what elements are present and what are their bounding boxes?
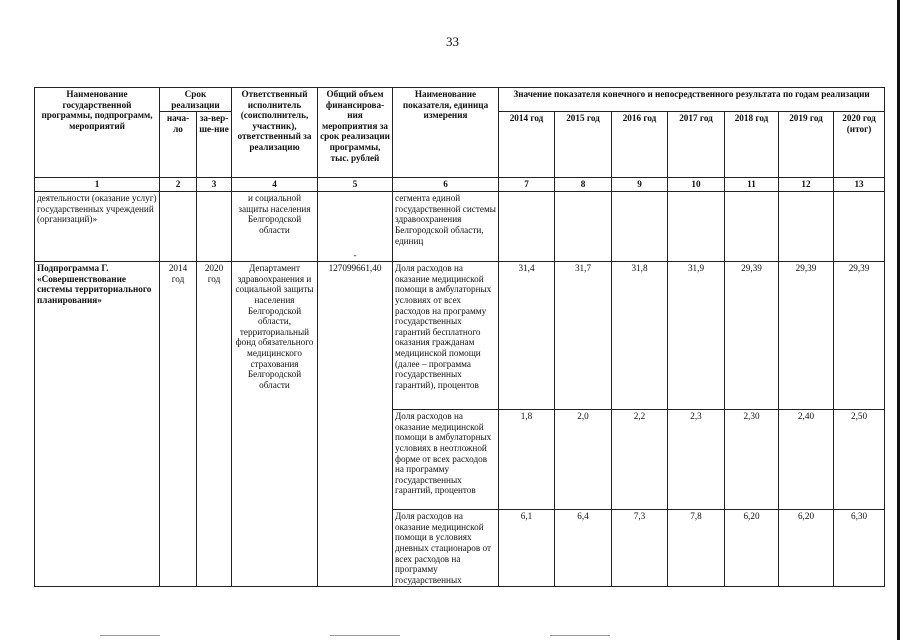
indicator-value: 31,9 <box>668 262 725 410</box>
indicator-name: Доля расходов на оказание медицинской помощи в амбулаторных условиях в неотложной форме от всех расходов на программу государственных гарантий, процентов <box>393 410 499 510</box>
header-funding: Общий объем финансирова-ния мероприятия за срок реализации программы, тыс. рублей <box>318 88 393 178</box>
column-number: 11 <box>725 178 779 192</box>
continuation-row <box>35 192 885 262</box>
header-year-2020: 2020 год (итог) <box>834 112 885 178</box>
indicator-value: 31,7 <box>555 262 612 410</box>
indicator-value: 29,39 <box>834 262 885 410</box>
indicator-value: 31,8 <box>612 262 668 410</box>
subprogram-funding: 127099661,40 <box>318 262 393 587</box>
header-responsible: Ответственный исполнитель (соисполнитель, участник), ответственный за реализацию <box>232 88 318 178</box>
header-term-end: за-вер-ше-ние <box>197 112 232 178</box>
header-year-2014: 2014 год <box>499 112 555 178</box>
header-indicator: Наименование показателя, единица измерения <box>393 88 499 178</box>
column-number: 8 <box>555 178 612 192</box>
subprogram-start: 2014 год <box>160 262 197 587</box>
scan-artifact-line <box>100 635 160 636</box>
scan-artifact-line <box>550 635 610 636</box>
header-term: Срок реализации <box>160 88 232 112</box>
continuation-responsible: и социальной защиты населения Белгородской области <box>232 192 318 262</box>
empty-cell <box>555 192 612 262</box>
indicator-value: 6,20 <box>725 510 779 587</box>
indicator-table-wrapper <box>34 87 884 587</box>
column-number: 10 <box>668 178 725 192</box>
continuation-name: деятельности (оказание услуг) государственных учреждений (организаций)» <box>35 192 160 262</box>
indicator-value: 2,40 <box>779 410 834 510</box>
continuation-funding: - <box>318 192 393 262</box>
column-number: 2 <box>160 178 197 192</box>
indicator-row <box>35 262 885 410</box>
indicator-value: 2,3 <box>668 410 725 510</box>
scan-edge-border <box>897 0 900 640</box>
indicator-table <box>34 87 885 587</box>
header-year-2019: 2019 год <box>779 112 834 178</box>
indicator-value: 2,50 <box>834 410 885 510</box>
header-values-group: Значение показателя конечного и непосредственного результата по годам реализации <box>499 88 885 112</box>
header-name: Наименование государственной программы, подпрограмм, мероприятий <box>35 88 160 178</box>
column-number: 13 <box>834 178 885 192</box>
indicator-value: 6,4 <box>555 510 612 587</box>
empty-cell <box>499 192 555 262</box>
column-number: 7 <box>499 178 555 192</box>
header-term-start: нача-ло <box>160 112 197 178</box>
header-year-2018: 2018 год <box>725 112 779 178</box>
continuation-indicator: сегмента единой государственной системы здравоохранения Белгородской области, единиц <box>393 192 499 262</box>
column-number-row <box>35 178 885 192</box>
indicator-value: 2,0 <box>555 410 612 510</box>
header-year-2017: 2017 год <box>668 112 725 178</box>
indicator-name: Доля расходов на оказание медицинской помощи в амбулаторных условиях от всех расходов на программу государственных гарантий бесплатного оказания гражданам медицинской помощи (далее – программа государственных гарантий), процентов <box>393 262 499 410</box>
indicator-value: 6,1 <box>499 510 555 587</box>
subprogram-responsible: Департамент здравоохранения и социальной защиты населения Белгородской области, территориальный фонд обязательного медицинского страхования Белгородской области <box>232 262 318 587</box>
indicator-value: 31,4 <box>499 262 555 410</box>
indicator-value: 7,8 <box>668 510 725 587</box>
empty-cell <box>197 192 232 262</box>
empty-cell <box>834 192 885 262</box>
column-number: 5 <box>318 178 393 192</box>
indicator-value: 2,30 <box>725 410 779 510</box>
column-number: 4 <box>232 178 318 192</box>
header-year-2015: 2015 год <box>555 112 612 178</box>
subprogram-name: Подпрограмма Г. «Совершенствование системы территориального планирования» <box>35 262 160 587</box>
empty-cell <box>779 192 834 262</box>
column-number: 3 <box>197 178 232 192</box>
indicator-value: 29,39 <box>779 262 834 410</box>
empty-cell <box>725 192 779 262</box>
page-number: 33 <box>446 34 459 49</box>
column-number: 12 <box>779 178 834 192</box>
indicator-value: 1,8 <box>499 410 555 510</box>
column-number: 6 <box>393 178 499 192</box>
indicator-value: 7,3 <box>612 510 668 587</box>
column-number: 9 <box>612 178 668 192</box>
column-number: 1 <box>35 178 160 192</box>
indicator-name: Доля расходов на оказание медицинской помощи в условиях дневных стационаров от всех расходов на программу государственных <box>393 510 499 587</box>
subprogram-end: 2020 год <box>197 262 232 587</box>
empty-cell <box>612 192 668 262</box>
indicator-value: 2,2 <box>612 410 668 510</box>
empty-cell <box>668 192 725 262</box>
header-year-2016: 2016 год <box>612 112 668 178</box>
indicator-value: 6,20 <box>779 510 834 587</box>
scan-artifact-line <box>330 635 400 636</box>
empty-cell <box>160 192 197 262</box>
indicator-value: 6,30 <box>834 510 885 587</box>
indicator-value: 29,39 <box>725 262 779 410</box>
